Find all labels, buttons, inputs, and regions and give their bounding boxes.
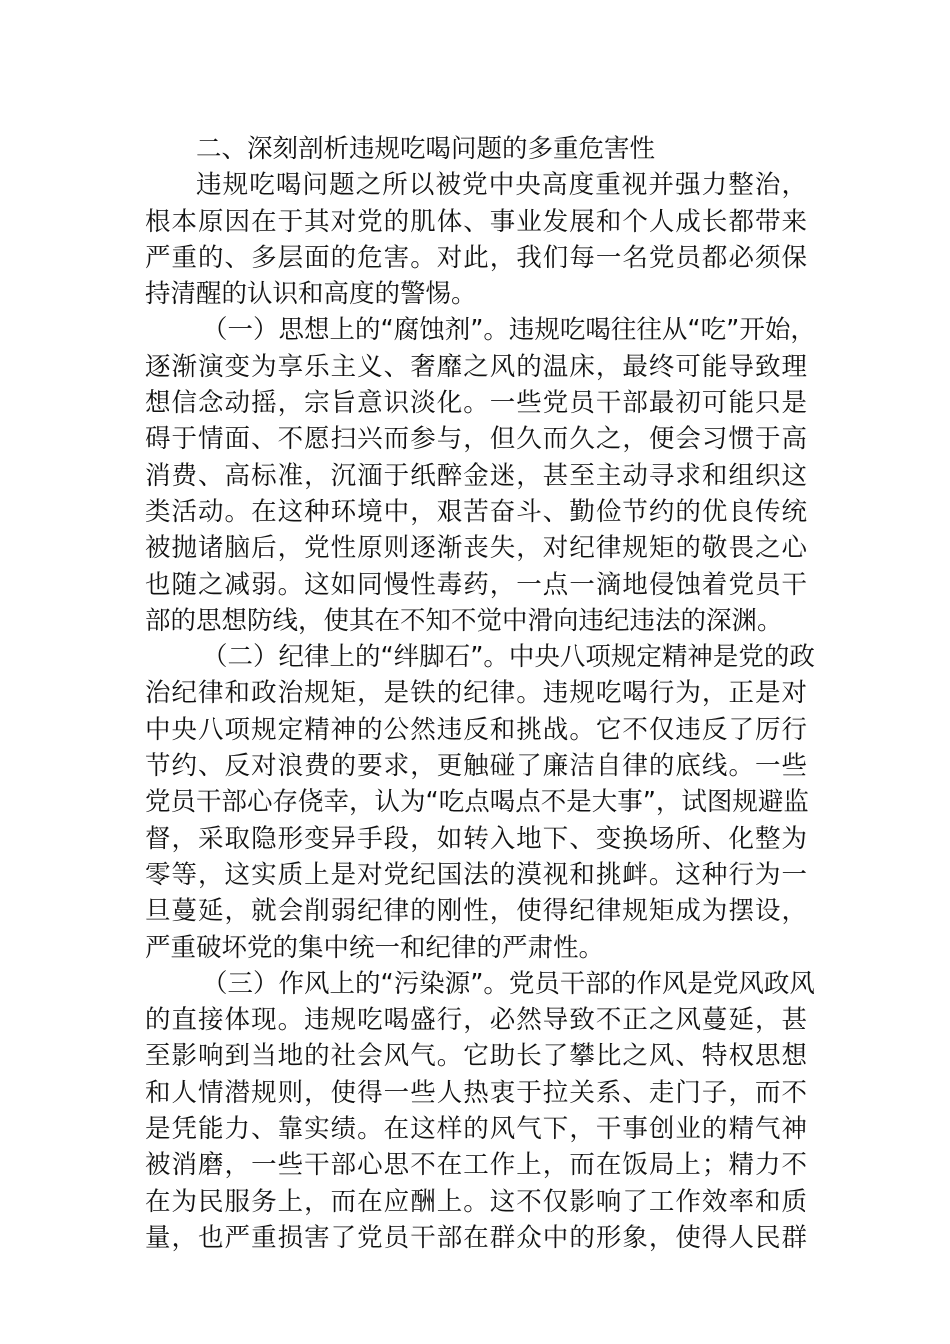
paragraph-line: 量，也严重损害了党员干部在群众中的形象，使得人民群 (145, 1222, 807, 1253)
paragraph-line: 治纪律和政治规矩，是铁的纪律。违规吃喝行为，正是对 (145, 678, 807, 709)
paragraph-line: 也随之减弱。这如同慢性毒药，一点一滴地侵蚀着党员干 (145, 569, 807, 600)
paragraph-line: 类活动。在这种环境中，艰苦奋斗、勤俭节约的优良传统 (145, 496, 807, 527)
paragraph-line: 严重的、多层面的危害。对此，我们每一名党员都必须保 (145, 242, 807, 273)
paragraph-line: 严重破坏党的集中统一和纪律的严肃性。 (145, 932, 605, 963)
paragraph-line: （三）作风上的“污染源”。党员干部的作风是党风政风 (202, 968, 815, 999)
paragraph-line: 和人情潜规则，使得一些人热衷于拉关系、走门子，而不 (145, 1077, 807, 1108)
paragraph-line: 消费、高标准，沉湎于纸醉金迷，甚至主动寻求和组织这 (145, 460, 807, 491)
paragraph-line: 根本原因在于其对党的肌体、事业发展和个人成长都带来 (145, 206, 807, 237)
paragraph-line: 被抛诸脑后，党性原则逐渐丧失，对纪律规矩的敬畏之心 (145, 533, 807, 564)
paragraph-line: 想信念动摇，宗旨意识淡化。一些党员干部最初可能只是 (145, 388, 807, 419)
paragraph-line: 党员干部心存侥幸，认为“吃点喝点不是大事”，试图规避监 (145, 787, 809, 818)
paragraph-line: 是凭能力、靠实绩。在这样的风气下，干事创业的精气神 (145, 1114, 807, 1145)
paragraph-line: （二）纪律上的“绊脚石”。中央八项规定精神是党的政 (202, 642, 815, 673)
paragraph-line: 至影响到当地的社会风气。它助长了攀比之风、特权思想 (145, 1041, 807, 1072)
paragraph-line: 督，采取隐形变异手段，如转入地下、变换场所、化整为 (145, 823, 807, 854)
paragraph-line: 在为民服务上，而在应酬上。这不仅影响了工作效率和质 (145, 1186, 807, 1217)
paragraph-line: 持清醒的认识和高度的警惕。 (145, 279, 477, 310)
paragraph-line: 节约、反对浪费的要求，更触碰了廉洁自律的底线。一些 (145, 751, 807, 782)
paragraph-line: 的直接体现。违规吃喝盛行，必然导致不正之风蔓延，甚 (145, 1005, 807, 1036)
paragraph-line: 中央八项规定精神的公然违反和挑战。它不仅违反了厉行 (145, 714, 807, 745)
paragraph-line: 碍于情面、不愿扫兴而参与，但久而久之，便会习惯于高 (145, 424, 807, 455)
section-heading: 二、深刻剖析违规吃喝问题的多重危害性 (196, 134, 656, 164)
paragraph-line: 零等，这实质上是对党纪国法的漠视和挑衅。这种行为一 (145, 859, 807, 890)
document-body (145, 131, 816, 1256)
paragraph-line: 部的思想防线，使其在不知不觉中滑向违纪违法的深渊。 (145, 605, 783, 636)
paragraph-line: 旦蔓延，就会削弱纪律的刚性，使得纪律规矩成为摆设， (145, 896, 807, 927)
paragraph-line: 逐渐演变为享乐主义、奢靡之风的温床，最终可能导致理 (145, 351, 807, 382)
paragraph-line: （一）思想上的“腐蚀剂”。违规吃喝往往从“吃”开始， (202, 315, 816, 346)
paragraph-line: 违规吃喝问题之所以被党中央高度重视并强力整治， (196, 170, 807, 201)
paragraph-line: 被消磨，一些干部心思不在工作上，而在饭局上；精力不 (145, 1150, 807, 1181)
